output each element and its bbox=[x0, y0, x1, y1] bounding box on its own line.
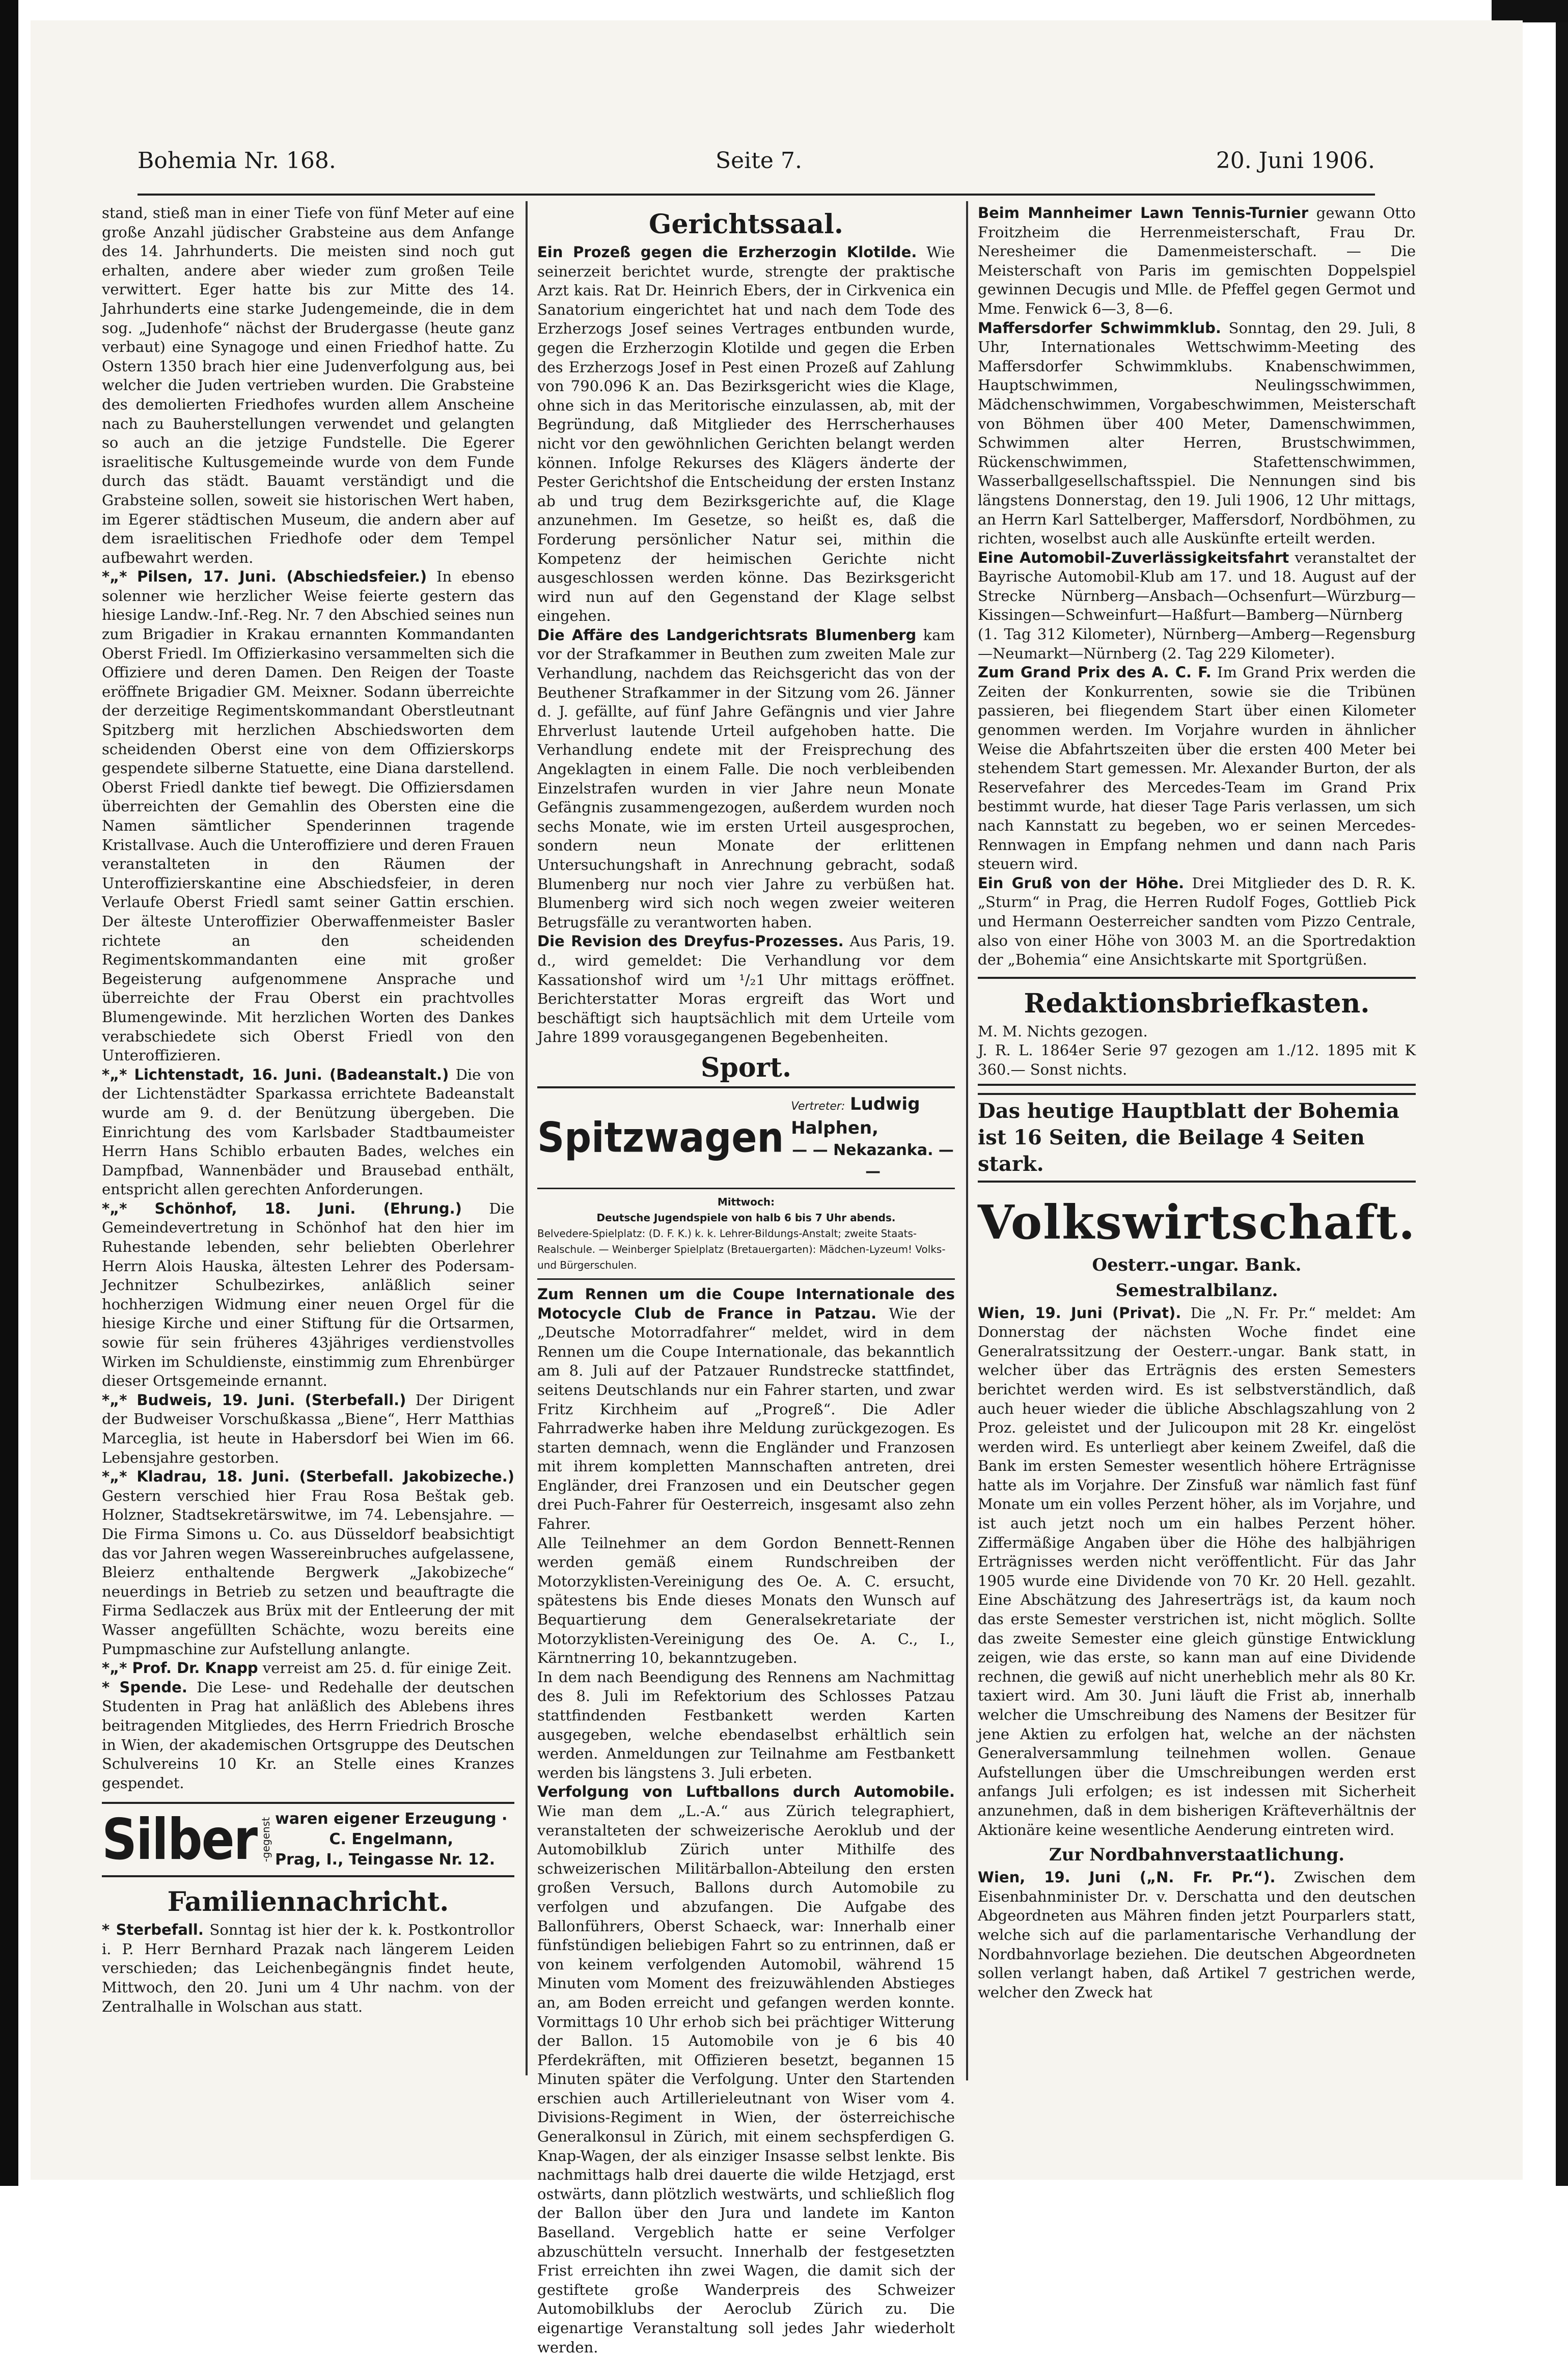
article-blumenberg bbox=[537, 626, 955, 933]
article-grand-prix bbox=[978, 663, 1416, 874]
ad-spitzwagen-wordmark: Spitzwagen bbox=[537, 1114, 784, 1162]
economy-subtitle-2: Semestralbilanz. bbox=[1115, 1280, 1278, 1301]
article-pilsen bbox=[102, 567, 514, 1065]
column-divider-2 bbox=[966, 201, 968, 2080]
ad-silber-line-1: waren eigener Erzeugung · bbox=[275, 1810, 508, 1828]
economy-subtitle: Oesterr.-ungar. Bank. bbox=[1092, 1254, 1302, 1275]
scan-edge-left bbox=[0, 0, 18, 2186]
article-body: In ebenso solenner wie herzlicher Weise feierte gestern das hiesige Landw.-Inf.-Reg. Nr. 7 den Abschied seines nun zum Brigadier in Krakau ernannten Kommandanten Oberst Friedl. Im Offizierkasino versammelten sich die Offiziere und deren Damen. Den Reigen der Toaste eröffnete Brigadier GM. Meixner. Sodann überreichte der derzeitige Regimentskommandant Oberstleutnant Spitzberg mit herzlichen Abschiedsworten dem scheidenden Oberst eine von dem Offizierskorps gespendete silberne Statuette, eine Diana darstellend. Oberst Friedl dankte tief bewegt. Die Offiziersdamen überreichten der Gemahlin des Obersten eine die Namen sämtlicher Spenderinnen tragende Kristallvase. Auch die Unteroffiziere und deren Frauen veranstalteten in den Räumen der Unteroffizierskantine eine Abschiedsfeier, in deren Verlaufe Oberst Friedl samt seiner Gattin erschien. Der älteste Unteroffizier Oberwaffenmeister Basler richtete an den scheidenden Regimentskommandanten eine mit großer Begeisterung aufgenommene Ansprache und überreichte der Frau Oberst ein prachtvolles Blumengewinde. Mit herzlichen Worten des Dankes verabschiedete sich Oberst Friedl von den Unteroffizieren. bbox=[102, 568, 515, 1064]
column-2 bbox=[537, 204, 955, 2356]
article-body: Wie seinerzeit berichtet wurde, strengte der praktische Arzt kais. Rat Dr. Heinrich Ebers, der in Cirkvenica ein Sanatorium eingerichtet hat und nach dem Tode des Erzherzogs Josef seines Vertrages entbunden wurde, gegen die Erzherzogin Klotilde und gegen die Erben des Erzherzogs Josef in Pest einen Prozeß auf Zahlung von 790.096 K an. Das Bezirksgericht wies die Klage, ohne sich in das Meritorische einzulassen, ab, mit der Begründung, daß Mitglieder des Herrscherhauses nicht vor den gewöhnlichen Gerichten belangt werden können. Infolge Rekurses des Klägers änderte der Pester Gerichtshof die Entscheidung der ersten Instanz ab und trug dem Bezirksgerichte auf, die Klage anzunehmen. Im Gesetze, so heißt es, daß die Forderung persönlicher Natur sei, mithin die Kompetenz der heimischen Gerichte nicht ausgeschlossen werden könne. Das Bezirksgericht wird nun auf den Gegenstand der Klage selbst eingehen. bbox=[537, 243, 955, 625]
article-heading: *„* Prof. Dr. Knapp bbox=[102, 1659, 258, 1677]
article-coupe-internationale bbox=[537, 1285, 955, 1534]
article-heading: * Sterbefall. bbox=[102, 1921, 204, 1939]
scan-edge-top-right bbox=[1492, 0, 1568, 22]
article-heading: Wien, 19. Juni (Privat). bbox=[978, 1304, 1181, 1322]
edition-notice: Das heutige Hauptblatt der Bohemia ist 16 Seiten, die Beilage 4 Seiten stark. bbox=[978, 1093, 1416, 1183]
article-heading: Zum Rennen um die Coupe Internationale des Motocycle Club de France in Patzau. bbox=[537, 1285, 955, 1322]
article-sterbefall bbox=[102, 1921, 514, 2016]
masthead-issue: Bohemia Nr. 168. bbox=[137, 148, 336, 174]
article-heading: Ein Gruß von der Höhe. bbox=[978, 874, 1185, 892]
article-klotilde bbox=[537, 243, 955, 626]
section-title-letters: Redaktionsbriefkasten. bbox=[1024, 988, 1370, 1019]
article-heading: * Spende. bbox=[102, 1678, 187, 1696]
article-body: Der Dirigent der Budweiser Vorschußkassa „Biene“, Herr Matthias Marceglia, ist heute in Habersdorf bei Wien im 66. Lebensjahre gestorben. bbox=[102, 1391, 514, 1466]
article-heading: *„* Kladrau, 18. Juni. (Sterbefall. Jakobizeche.) bbox=[102, 1468, 514, 1486]
article-heading: Die Affäre des Landgerichtsrats Blumenberg bbox=[537, 626, 917, 644]
ad-silber-line-2: C. Engelmann, bbox=[329, 1830, 453, 1849]
section-title-court: Gerichtssaal. bbox=[649, 209, 843, 240]
ad-spitzwagen-agent bbox=[791, 1093, 955, 1183]
ad-agent-name: Ludwig Halphen, bbox=[791, 1093, 920, 1138]
article-luftballons bbox=[537, 1783, 955, 2357]
article-heading: Verfolgung von Luftballons durch Automobile. bbox=[537, 1783, 955, 1801]
article-heading: *„* Schönhof, 18. Juni. (Ehrung.) bbox=[102, 1199, 462, 1217]
article-bank bbox=[978, 1304, 1416, 1840]
divider bbox=[537, 1278, 955, 1280]
article-body: Die „N. Fr. Pr.“ meldet: Am Donnerstag der nächsten Woche findet eine Generalratssitzung der Oesterr.-ungar. Bank statt, in welcher über das Erträgnis des ersten Semesters berichtet werden wird. Es ist selbstverständlich, daß auch heuer wieder die übliche Abschlagszahlung von 2 Proz. geleistet und der Julicoupon mit 28 Kr. eingelöst werden wird. Es unterliegt aber keinem Zweifel, daß die Bank im ersten Semester wesentlich höhere Erträgnisse hatte als im Vorjahre. Der Zinsfuß war nämlich fast fünf Monate um ein volles Perzent höher, als im Vorjahre, und ist auch jetzt noch um ein halbes Perzent höher. Ziffermäßige Angaben über die Höhe des halbjährigen Erträgnisses werden nicht veröffentlicht. Für das Jahr 1905 wurde eine Dividende von 70 Kr. 20 Hell. gezahlt. Eine Abschätzung des Jahreserträgs ist, da kaum noch das erste Semester verstrichen ist, nicht möglich. Sollte das zweite Semester eine gleich günstige Entwicklung zeigen, wie das erste, so kann man auf eine Dividende rechnen, die gewiß auf nicht unerheblich mehr als 80 Kr. taxiert wird. Am 30. Juni läuft die Frist ab, innerhalb welcher die Umschreibung des Namens der Besitzer für jene Aktien zu erfolgen hat, welche an der nächsten Generalversammlung teilnehmen wollen. Genaue Aufstellungen über die Umschreibungen werden erst anfangs Juli erfolgen; es ist indessen mit Sicherheit anzunehmen, daß in dem bisherigen Kräfteverhältnis der Aktionäre keine wesentliche Aenderung eintreten wird. bbox=[978, 1304, 1416, 1839]
article-tennis bbox=[978, 204, 1416, 319]
ad-silber-wordmark: Silber bbox=[102, 1806, 257, 1873]
schedule-heading: Mittwoch: bbox=[717, 1195, 775, 1208]
column-1 bbox=[102, 204, 514, 2073]
article-eger-graves: stand, stieß man in einer Tiefe von fünf Meter auf eine große Anzahl jüdischer Grabsteine aus dem Anfange des 14. Jahrhunderts. Die meisten sind noch gut erhalten, andere aber wieder zum großen Teile verwittert. Eger hatte bis zur Mitte des 14. Jahrhunderts eine starke Judengemeinde, die in dem sog. „Judenhofe“ nächst der Brudergasse (heute ganz verbaut) eine Synagoge und einen Friedhof hatte. Zu Ostern 1350 brach hier eine Judenverfolgung aus, bei welcher die Juden vertrieben wurden. Die Grabsteine des demolierten Friedhofes wurden allem Anscheine nach zu Bauherstellungen verwendet und gelangten so auch an die jetzige Fundstelle. Die Egerer israelitische Kultusgemeinde wurde von dem Funde durch das städt. Bauamt verständigt und die Grabsteine sollen, soweit sie historischen Wert haben, im Egerer städtischen Museum, die andern aber auf dem israelitischen Friedhofe oder dem Tempel aufbewahrt werden. bbox=[102, 204, 514, 566]
ad-silber-line-3: Prag, I., Teingasse Nr. 12. bbox=[275, 1851, 496, 1869]
ad-silber-text bbox=[275, 1809, 507, 1870]
section-title-sport: Sport. bbox=[700, 1052, 792, 1083]
page-header bbox=[137, 148, 1375, 183]
page-number: Seite 7. bbox=[716, 148, 802, 174]
header-rule bbox=[137, 194, 1375, 196]
article-schoenhof bbox=[102, 1199, 514, 1391]
article-heading: Zum Grand Prix des A. C. F. bbox=[978, 664, 1212, 681]
ad-agent-place: — — Nekazanka. — — bbox=[792, 1141, 954, 1181]
nordbahn-title: Zur Nordbahnverstaatlichung. bbox=[1049, 1845, 1345, 1866]
ad-agent-label: Vertreter: bbox=[791, 1100, 845, 1113]
article-spende bbox=[102, 1678, 514, 1793]
article-body: Die von der Lichtenstädter Sparkassa errichtete Badeanstalt wurde am 9. d. der Benützung übergeben. Die Einrichtung des vom Karlsbader Stadtbaumeister Herrn Hans Schiblo erbauten Bades, welches ein Dampfbad, Wannenbäder und Brausebad enthält, entspricht allen gerechten Anforderungen. bbox=[102, 1065, 514, 1198]
letters-box bbox=[978, 977, 1416, 1086]
article-lichtenstadt bbox=[102, 1065, 514, 1199]
article-body: Wie der „Deutsche Motorradfahrer“ meldet, wird in dem Rennen um die Coupe Internationale, das bekanntlich am 8. Juli auf der Patzauer Rundstrecke stattfindet, seitens Deutschlands nur ein Fahrer starten, und zwar Fritz Kirchheim auf „Progreß“. Die Adler Fahrradwerke haben ihre Meldung zurückgezogen. Es starten demnach, wenn die Engländer und Franzosen mit ihrem kompletten Mannschaften antreten, drei Engländer, drei Franzosen und ein Deutscher gegen drei Puch-Fahrer für Oesterreich, insgesamt also zehn Fahrer. bbox=[537, 1304, 955, 1533]
article-body: Drei Mitglieder des D. R. K. „Sturm“ in Prag, die Herren Rudolf Foges, Gottlieb Pick und Hermann Oesterreicher sandten vom Pizzo Centrale, also von einer Höhe von 3003 M. an die Sportredaktion der „Bohemia“ eine Ansichtskarte mit Sportgrüßen. bbox=[978, 874, 1416, 969]
article-budweis bbox=[102, 1391, 514, 1467]
article-heading: Ein Prozeß gegen die Erzherzogin Klotilde. bbox=[537, 243, 917, 261]
article-heading: *„* Budweis, 19. Juni. (Sterbefall.) bbox=[102, 1391, 406, 1409]
section-title-family: Familiennachricht. bbox=[167, 1886, 449, 1918]
advertisement-silber bbox=[102, 1802, 514, 1877]
letter-reply-1: M. M. Nichts gezogen. bbox=[978, 1022, 1148, 1040]
article-schwimmklub bbox=[978, 319, 1416, 549]
article-nordbahn bbox=[978, 1868, 1416, 2002]
article-body: Im Grand Prix werden die Zeiten der Konkurrenten, sowie sie die Tribünen passieren, bei fliegendem Start über einen Kilometer genommen werden. Im Vorjahre wurden in ähnlicher Weise die Abfahrtszeiten über die ersten 400 Meter bei stehendem Start gemessen. Mr. Alexander Burton, der als Reservefahrer des Mercedes-Team im Grand Prix bestimmt wurde, hat dieser Tage Paris verlassen, um sich nach Kannstatt zu begeben, wo er seinen Mercedes-Rennwagen in Empfang nehmen und dann nach Paris steuern wird. bbox=[978, 664, 1416, 873]
article-body: Aus Paris, 19. d., wird gemeldet: Die Verhandlung vor dem Kassationshof wird um ¹/₂1 Uhr mittags eröffnet. Berichterstatter Moras ergreift das Wort und beschäftigt sich hauptsächlich mit dem Urteile vom Jahre 1899 vorausgegangenen Begebenheiten. bbox=[537, 933, 955, 1046]
article-heading: Maffersdorfer Schwimmklub. bbox=[978, 319, 1221, 337]
article-gordon-bennett: Alle Teilnehmer an dem Gordon Bennett-Rennen werden gemäß einem Rundschreiben der Motorzyklisten-Vereinigung des Oe. A. C. ersucht, spätestens bis Ende dieses Monats den Wunsch auf Bequartierung dem Generalsekretariate der Motorzyklisten-Vereinigung des Oe. A. C., I., Kärntnerring 10, bekanntzugeben. bbox=[537, 1534, 955, 1667]
article-body: Zwischen dem Eisenbahnminister Dr. v. Derschatta und den deutschen Abgeordneten aus Mähren finden jetzt Pourparlers statt, welche sich auf die parlamentarische Verhandlung der Nordbahnvorlage beziehen. Die deutschen Abgeordneten sollen verlangt haben, daß Artikel 7 gestrichen werde, welcher den Zweck hat bbox=[978, 1869, 1416, 2001]
page-date: 20. Juni 1906. bbox=[1216, 148, 1375, 174]
article-body: Wie man dem „L.-A.“ aus Zürich telegraphiert, veranstalteten der schweizerische Aeroklub und der Automobilklub Zürich unter Mithilfe des schweizerischen Militärballon-Abteilung den ersten großen Versuch, Ballons durch Automobile zu verfolgen und abzufangen. Die Aufgabe des Ballonführers, Oberst Schaeck, war: Innerhalb einer fünfstündigen beliebigen Fahrt so zu entrinnen, daß er von keinem verfolgenden Automobil, während 15 Minuten vom Moment des freizuwählenden Abstieges an, am Boden erreicht und gefangen werden konnte. Vormittags 10 Uhr erhob sich bei prächtiger Witterung der Ballon. 15 Automobile von je 6 bis 40 Pferdekräften, mit Offizieren besetzt, begannen 15 Minuten später die Verfolgung. Unter den Startenden erschien auch Artillerieleutnant von Wiser vom 4. Divisions-Regiment in Wien, der österreichische Generalkonsul in Zürich, mit einem sechspferdigen G. Knap-Wagen, der als einziger Insasse selbst lenkte. Bis nachmittags halb drei dauerte die wilde Hetzjagd, erst ostwärts, dann plötzlich westwärts, und schließlich flog der Ballon über den Jura und landete im Kanton Baselland. Vergeblich hatte er seine Verfolger abzuschütteln versucht. Innerhalb der festgesetzten Frist erreichten ihn zwei Wagen, die damit sich der gestiftete große Wanderpreis des Schweizer Automobilklubs der Aeroclub Zürich zu. Die eigenartige Veranstaltung soll jedes Jahr wiederholt werden. bbox=[537, 1802, 955, 2356]
article-zuverlaessigkeitsfahrt bbox=[978, 549, 1416, 664]
divider bbox=[537, 1188, 955, 1189]
article-heading: Eine Automobil-Zuverlässigkeitsfahrt bbox=[978, 549, 1289, 566]
article-heading: *„* Lichtenstadt, 16. Juni. (Badeanstalt.) bbox=[102, 1065, 449, 1083]
section-title-economy: Volkswirtschaft. bbox=[978, 1194, 1416, 1250]
article-heading: Die Revision des Dreyfus-Prozesses. bbox=[537, 933, 844, 950]
ad-silber-side-text: -gegenst bbox=[260, 1817, 272, 1862]
advertisement-spitzwagen bbox=[537, 1086, 955, 1183]
scan-edge-right bbox=[1556, 0, 1568, 2186]
article-festbankett: In dem nach Beendigung des Rennens am Nachmittag des 8. Juli im Refektorium des Schlosses Patzau stattfindenden Festbankett werden Karten ausgegeben, welche ebendaselbst erhältlich sein werden. Anmeldungen zur Teilnahme am Festbankett werden bis längstens 3. Juli erbeten. bbox=[537, 1668, 955, 1782]
article-body: Die Gemeindevertretung in Schönhof hat den hier im Ruhestande lebenden, sehr beliebten Oberlehrer Herrn Alois Hauska, ältesten Lehrer des Podersam-Jechnitzer Schulbezirkes, anläßlich seiner hochherzigen Widmung einer neuen Orgel für die hiesige Kirche und einer Stiftung für die Ortsarmen, sowie für sein früheres 43jähriges verdienstvolles Wirken im Schuldienste, einstimmig zum Ehrenbürger dieser Ortsgemeinde ernannt. bbox=[102, 1199, 515, 1390]
article-dreyfus bbox=[537, 932, 955, 1047]
article-body: kam vor der Strafkammer in Beuthen zum zweiten Male zur Verhandlung, nachdem das Reichsgericht das von der Beuthener Strafkammer in der Sitzung vom 26. Jänner d. J. gefällte, auf fünf Jahre Gefängnis und vier Jahre Ehrverlust lautende Urteil aufgehoben hatte. Die Verhandlung endete mit der Freisprechung des Angeklagten in einem Falle. Die noch verbleibenden Einzelstrafen wurden in vier Jahre neun Monate Gefängnis zusammengezogen, außerdem wurden noch sechs Monate, wie im ersten Urteil ausgesprochen, sondern neun Monate der erlittenen Untersuchungshaft in Anrechnung gebracht, sodaß Blumenberg nur noch vier Jahre zu verbüßen hat. Blumenberg wird sich noch wegen zweier weiteren Betrugsfälle zu verantworten haben. bbox=[537, 626, 955, 931]
article-body: Sonntag, den 29. Juli, 8 Uhr, Internationales Wettschwimm-Meeting des Maffersdorfer Schwimmklubs. Knabenschwimmen, Hauptschwimmen, Neulingsschwimmen, Mädchenschwimmen, Vorgabeschwimmen, Meisterschaft von Böhmen über 400 Meter, Damenschwimmen, Schwimmen alter Herren, Brustschwimmen, Rückenschwimmen, Stafettenschwimmen, Wasserballgesellschaftsspiel. Die Nennungen sind bis längstens Donnerstag, den 19. Juli 1906, 12 Uhr mittags, an Herrn Karl Sattelberger, Maffersdorf, Nordböhmen, zu richten, woselbst auch alle Auskünfte erteilt werden. bbox=[978, 319, 1416, 547]
article-body: Die Lese- und Redehalle der deutschen Studenten in Prag hat anläßlich des Ablebens ihres beitragenden Mitgliedes, des Herrn Friedrich Brosche in Wien, der akademischen Ortsgruppe des Deutschen Schulvereins 10 Kr. an Stelle eines Kranzes gespendet. bbox=[102, 1678, 514, 1792]
article-heading: *„* Pilsen, 17. Juni. (Abschiedsfeier.) bbox=[102, 568, 427, 586]
column-3 bbox=[978, 204, 1416, 2083]
article-body: gewann Otto Froitzheim die Herrenmeisterschaft, Frau Dr. Neresheimer die Damenmeisterschaft. — Die Meisterschaft von Paris im gemischten Doppelspiel gewinnen Decugis und Mlle. de Pfeffel gegen Germot und Mme. Fenwick 6—3, 8—6. bbox=[978, 204, 1416, 317]
letter-reply-2: J. R. L. 1864er Serie 97 gezogen am 1./12. 1895 mit K 360.— Sonst nichts. bbox=[978, 1042, 1416, 1078]
column-divider-1 bbox=[526, 201, 528, 2075]
article-body: Gestern verschied hier Frau Rosa Beštak geb. Holzner, Stadtsekretärswitwe, im 74. Lebensjahre. — Die Firma Simons u. Co. aus Düsseldorf beabsichtigt das vor Jahren wegen Wassereinbruches aufgelassene, Bleierz enthaltende Bergwerk „Jakobizeche“ neuerdings in Betrieb zu setzen und beauftragte die Firma Sedlaczek aus Brüx mit der Entleerung der mit Wasser angefüllten Schächte, wozu bereits eine Pumpmaschine zur Aufstellung anlangte. bbox=[102, 1487, 514, 1658]
newspaper-page bbox=[31, 20, 1523, 2356]
article-body: verreist am 25. d. für einige Zeit. bbox=[262, 1659, 512, 1677]
article-body: veranstaltet der Bayrische Automobil-Klub am 17. und 18. August auf der Strecke Nürnberg—Ansbach—Ochsenfurt—Würzburg—Kissingen—Schweinfurt—Haßfurt—Bamberg—Nürnberg (1. Tag 312 Kilometer), Nürnberg—Amberg—Regensburg—Neumarkt—Nürnberg (2. Tag 229 Kilometer). bbox=[978, 549, 1416, 662]
article-heading: Wien, 19. Juni („N. Fr. Pr.“). bbox=[978, 1869, 1276, 1886]
schedule-line-2: Belvedere-Spielplatz: (D. F. K.) k. k. Lehrer-Bildungs-Anstalt; zweite Staats-Realschule. — Weinberger Spielplatz (Bretauergarten): Mädchen-Lyzeum! Volks- und Bürgerschulen. bbox=[537, 1227, 946, 1271]
article-gruss-von-der-hoehe bbox=[978, 874, 1416, 970]
article-heading: Beim Mannheimer Lawn Tennis-Turnier bbox=[978, 204, 1309, 222]
article-kladrau bbox=[102, 1467, 514, 1659]
article-knapp bbox=[102, 1659, 514, 1678]
schedule-line-1: Deutsche Jugendspiele von halb 6 bis 7 Uhr abends. bbox=[596, 1211, 896, 1224]
article-body: Sonntag ist hier der k. k. Postkontrollor i. P. Herr Bernhard Prazak nach längerem Leiden verschieden; das Leichenbegängnis findet heute, Mittwoch, den 20. Juni um 4 Uhr nachm. von der Zentralhalle in Wolschan aus statt. bbox=[102, 1921, 514, 2015]
